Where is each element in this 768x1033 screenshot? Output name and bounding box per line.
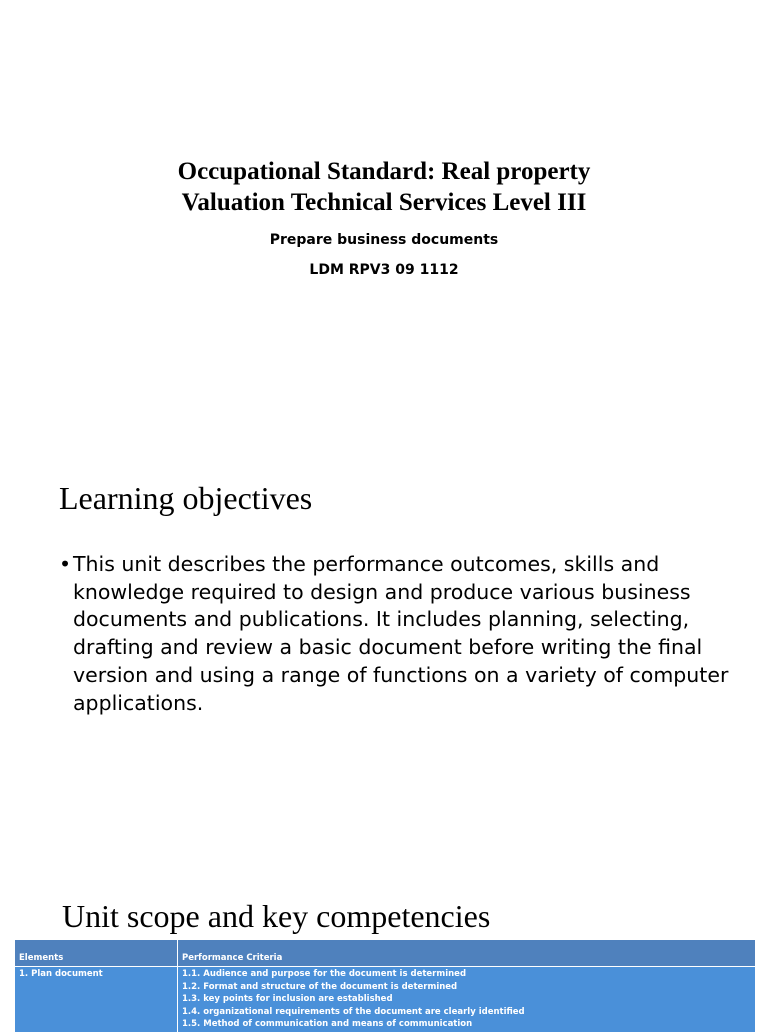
criteria-line: 1.2. Format and structure of the document is determined	[182, 981, 458, 992]
unit-scope-heading: Unit scope and key competencies	[62, 898, 491, 934]
table-row	[15, 967, 756, 1033]
page-title	[0, 156, 768, 218]
unit-code: LDM RPV3 09 1112	[309, 262, 459, 278]
column-header-performance-criteria: Performance Criteria	[178, 940, 756, 967]
page-title-line-1: Occupational Standard: Real property	[177, 158, 591, 185]
table-header-row	[15, 940, 756, 967]
criteria-line: 1.5. Method of communication and means of communication	[182, 1019, 473, 1030]
column-header-elements: Elements	[15, 940, 178, 967]
unit-subtitle: Prepare business documents	[269, 232, 499, 248]
criteria-line: 1.4. organizational requirements of the document are clearly identified	[182, 1006, 525, 1017]
element-cell: 1. Plan document	[15, 967, 178, 1033]
bullet-icon: •	[59, 552, 72, 576]
criteria-line: 1.1. Audience and purpose for the document is determined	[182, 969, 467, 979]
page-title-line-2: Valuation Technical Services Level III	[181, 189, 587, 216]
learning-objectives-text: This unit describes the performance outcomes, skills and knowledge required to design and produce various business documents and publications. It includes planning, selecting, drafting and review a basic document before writing the final version and using a range of functions on a variety of computer applications.	[73, 552, 729, 715]
competency-table	[14, 939, 756, 1033]
learning-objectives-heading: Learning objectives	[59, 480, 313, 516]
learning-objectives-bullet	[59, 551, 739, 717]
criteria-line: 1.3. key points for inclusion are established	[182, 994, 393, 1005]
criteria-cell	[178, 967, 756, 1033]
